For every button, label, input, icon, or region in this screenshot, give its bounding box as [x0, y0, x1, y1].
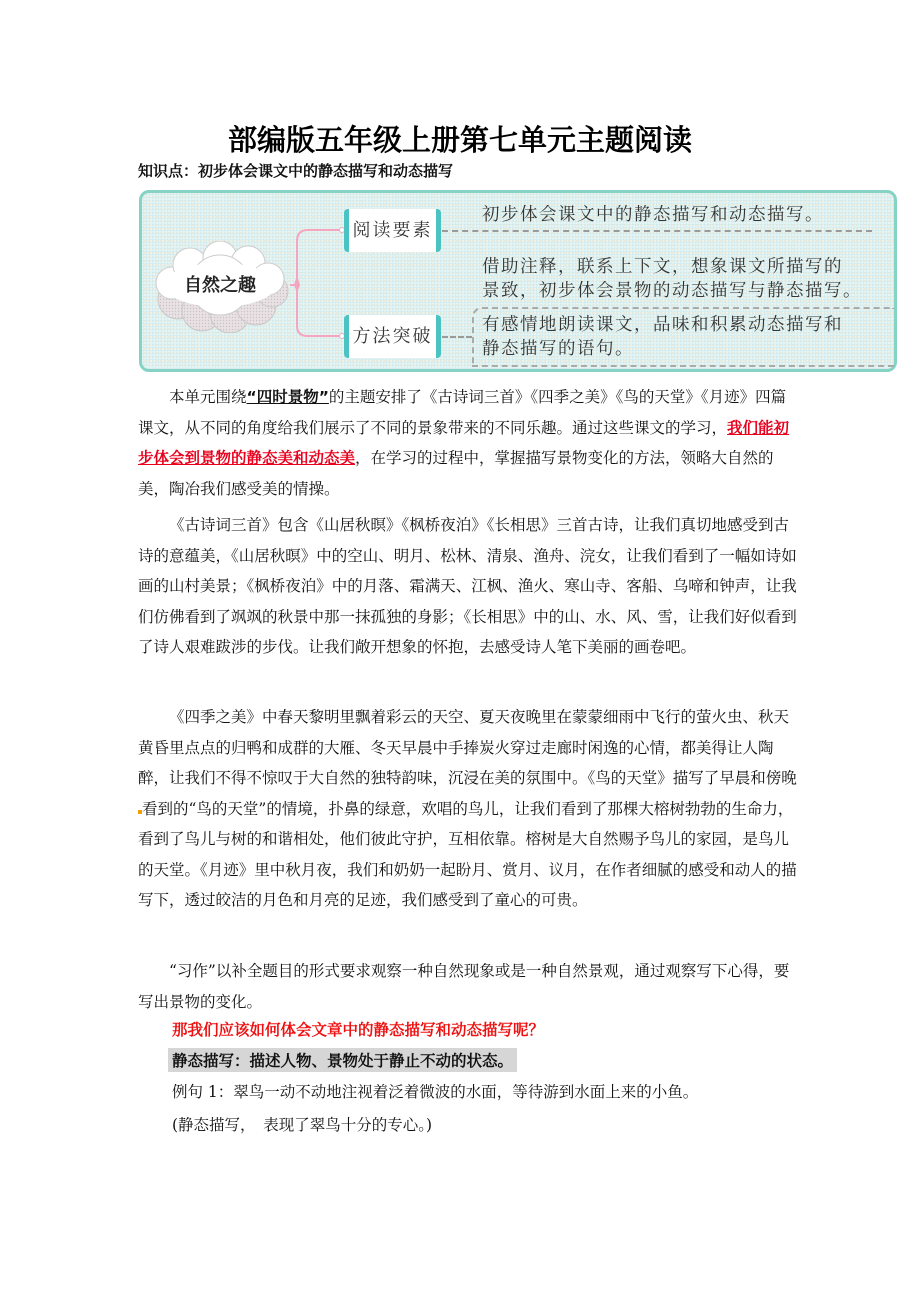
- branch-node-method: 方法突破: [344, 315, 441, 358]
- cloud-label: 自然之趣: [184, 275, 256, 296]
- paragraph-ancient-poems: 《古诗词三首》包含《山居秋暝》《枫桥夜泊》《长相思》三首古诗，让我们真切地感受到古诗的意蕴美，《山居秋暝》中的空山、明月、松林、清泉、渔舟、浣女，让我们看到了一幅如诗如画的山村美景；《枫桥夜泊》中的月落、霜满天、江枫、渔火、寒山寺、客船、乌啼和钟声，让我们仿佛看到了飒飒的秋景中那一抹孤独的身影；《长相思》中的山、水、风、雪，让我们好似看到了诗人艰难跋涉的步伐。让我们敞开想象的怀抱，去感受诗人笔下美丽的画卷吧。: [138, 516, 797, 656]
- dashed-connector: [442, 230, 872, 232]
- example-sentence-1: 例句 1：翠鸟一动不动地注视着泛着微波的水面，等待游到水面上来的小鱼。: [172, 1083, 699, 1101]
- intro-middle: 的主题安排了《古诗词三首》《四季之美》《鸟的天堂》《月迹》四篇课文，从不同的角度给我们展示了不同的景象带来的不同乐趣。通过这些课文的学习，: [138, 388, 787, 437]
- page-title: 部编版五年级上册第七单元主题阅读: [227, 123, 692, 157]
- example-note: (静态描写， 表现了翠鸟十分的专心。): [172, 1116, 433, 1134]
- paragraph-intro: [138, 382, 798, 504]
- intro-prefix: 本单元围绕: [169, 388, 247, 406]
- paragraph-writing: “习作”以补全题目的形式要求观察一种自然现象或是一种自然景观，通过观察写下心得，要写出景物的变化。: [138, 962, 790, 1011]
- dashed-connector: [442, 336, 472, 338]
- cloud-node: [150, 241, 290, 333]
- four-seasons-part-1: 《四季之美》中春天黎明里飘着彩云的天空、夏天夜晚里在蒙蒙细雨中飞行的萤火虫、秋天黄昏里点点的归鸭和成群的大雁、冬天早晨中手捧炭火穿过走廊时闲逸的心情，都美得让人陶醉，让我们不得不惊叹于大自然的独特韵味，沉浸在美的氛围中。《鸟的天堂》描写了早晨和傍晚: [138, 708, 797, 787]
- paragraph-four-seasons: [138, 702, 798, 916]
- method-item-2-line-1: 有感情地朗读课文，品味和积累动态描写和: [482, 315, 843, 335]
- reading-element-text: 初步体会课文中的静态描写和动态描写。: [482, 205, 824, 225]
- branch-node-reading-element: 阅读要素: [344, 209, 441, 252]
- method-item-1-line-2: 景致，初步体会景物的动态描写与静态描写。: [482, 281, 862, 301]
- mindmap-panel: [139, 190, 897, 372]
- knowledge-point: 知识点：初步体会课文中的静态描写和动态描写: [138, 162, 454, 180]
- intro-suffix: ，在学习的过程中，掌握描写景物变化的方法，领略大自然的美，陶冶我们感受美的情操。: [138, 449, 774, 498]
- topic-highlight: “四时景物”: [246, 388, 329, 406]
- method-item-2-line-2: 静态描写的语句。: [482, 339, 634, 359]
- four-seasons-part-2: 看到的“鸟的天堂”的情境，扑鼻的绿意，欢唱的鸟儿，让我们看到了那棵大榕树勃勃的生命力，看到了鸟儿与树的和谐相处，他们彼此守护，互相依靠。榕树是大自然赐予鸟儿的家园，是鸟儿的天堂。《月迹》里中秋月夜，我们和奶奶一起盼月、赏月、议月，在作者细腻的感受和动人的描写下，透过皎洁的月色和月亮的足迹，我们感受到了童心的可贵。: [138, 799, 797, 909]
- goal-highlight: 我们能初步体会到景物的静态美和动态美: [138, 418, 790, 467]
- method-item-1-line-1: 借助注释，联系上下文，想象课文所描写的: [482, 257, 843, 277]
- static-definition: 静态描写：描述人物、景物处于静止不动的状态。: [168, 1048, 517, 1072]
- guiding-question: 那我们应该如何体会文章中的静态描写和动态描写呢？: [172, 1021, 545, 1039]
